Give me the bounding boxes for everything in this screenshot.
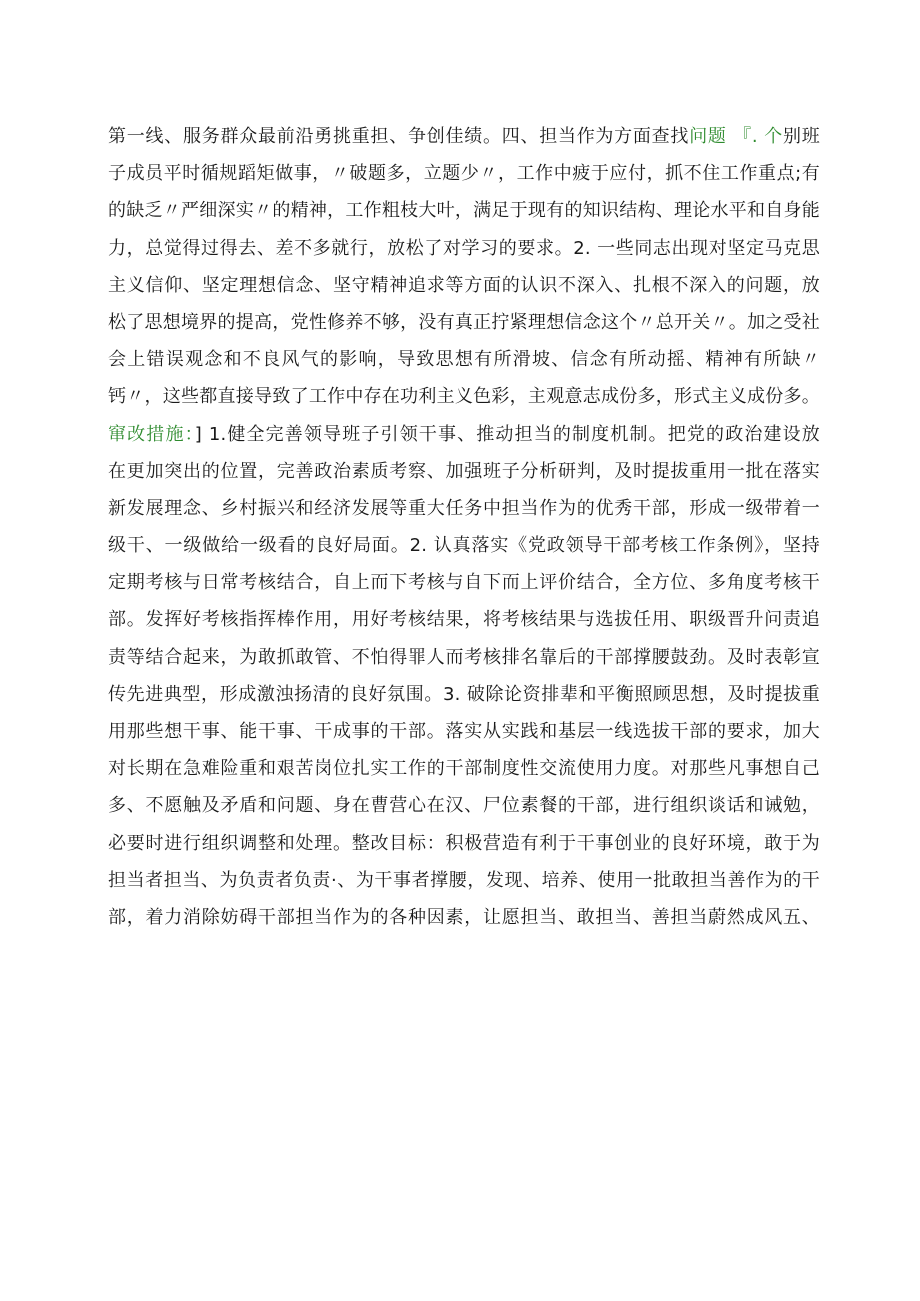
text-line (108, 750, 820, 787)
text-line (108, 676, 820, 713)
text-line (108, 416, 820, 453)
text-segment: 力，总觉得过得去、差不多就行，放松了对学习的要求。2. 一些同志出现对坚定马克思 (108, 237, 820, 259)
text-segment: 部，着力消除妨碍干部担当作为的各种因素，让愿担当、敢担当、善担当蔚然成风五、 (108, 906, 820, 928)
text-segment: 必要时进行组织调整和处理。整改目标：积极营造有利于干事创业的良好环境，敢于为 (108, 832, 820, 854)
text-line (108, 713, 820, 750)
text-line (108, 787, 820, 824)
text-segment: 钙〃，这些都直接导致了工作中存在功利主义色彩，主观意志成份多，形式主义成份多。 (108, 386, 820, 408)
text-line (108, 118, 820, 155)
text-line (108, 192, 820, 229)
text-line (108, 825, 820, 862)
text-line (108, 267, 820, 304)
text-line (108, 527, 820, 564)
text-segment: 责等结合起来，为敢抓敢管、不怕得罪人而考核排名靠后的干部撑腰鼓劲。及时表彰宣 (108, 646, 820, 668)
text-segment: 别班 (783, 126, 820, 147)
text-line (108, 899, 820, 936)
text-segment: 主义信仰、坚定理想信念、坚守精神追求等方面的认识不深入、扎根不深入的问题，放 (108, 274, 820, 296)
text-segment: 会上错误观念和不良风气的影响，导致思想有所滑坡、信念有所动摇、精神有所缺〃 (108, 349, 820, 371)
highlighted-text: 问题 『. 个 (689, 126, 784, 147)
text-segment: 的缺乏〃严细深实〃的精神，工作粗枝大叶，满足于现有的知识结构、理论水平和自身能 (108, 200, 820, 222)
text-segment: 担当者担当、为负责者负责·、为干事者撑腰，发现、培养、使用一批敢担当善作为的干 (108, 869, 820, 891)
text-line (108, 564, 820, 601)
text-line (108, 639, 820, 676)
text-segment: 第一线、服务群众最前沿勇挑重担、争创佳绩。四、担当作为方面查找 (108, 126, 690, 147)
text-line (108, 341, 820, 378)
text-line (108, 453, 820, 490)
document-body-text (108, 118, 820, 936)
highlighted-text: 窜改措施： (108, 423, 195, 445)
text-segment: 定期考核与日常考核结合，自上而下考核与自下而上评价结合，全方位、多角度考核干 (108, 572, 820, 594)
text-line (108, 304, 820, 341)
text-line (108, 155, 820, 192)
text-line (108, 230, 820, 267)
text-segment: 部。发挥好考核指挥棒作用，用好考核结果，将考核结果与选拔任用、职级晋升问责追 (108, 609, 820, 631)
text-segment: ] 1.健全完善领导班子引领干事、推动担当的制度机制。把党的政治建设放 (194, 423, 820, 445)
text-segment: 在更加突出的位置，完善政治素质考察、加强班子分析研判，及时提拔重用一批在落实 (108, 460, 820, 482)
text-segment: 用那些想干事、能干事、干成事的干部。落实从实践和基层一线选拔干部的要求，加大 (108, 721, 820, 742)
text-line (108, 601, 820, 638)
text-segment: 传先进典型，形成激浊扬清的良好氛围。3. 破除论资排辈和平衡照顾思想，及时提拔重 (108, 683, 820, 705)
text-segment: 松了思想境界的提高，党性修养不够，没有真正拧紧理想信念这个〃总开关〃。加之受社 (108, 311, 820, 333)
text-line (108, 490, 820, 527)
text-line (108, 862, 820, 899)
text-line (108, 378, 820, 415)
text-segment: 对长期在急难险重和艰苦岗位扎实工作的干部制度性交流使用力度。对那些凡事想自己 (108, 758, 820, 780)
text-segment: 新发展理念、乡村振兴和经济发展等重大任务中担当作为的优秀干部，形成一级带着一 (108, 497, 820, 519)
text-segment: 级干、一级做给一级看的良好局面。2. 认真落实《党政领导干部考核工作条例》，坚持 (108, 535, 820, 557)
text-segment: 多、不愿触及矛盾和问题、身在曹营心在汉、尸位素餐的干部，进行组织谈话和诫勉， (108, 795, 820, 817)
text-segment: 子成员平时循规蹈矩做事，〃破题多，立题少〃，工作中疲于应付，抓不住工作重点;有 (108, 163, 820, 185)
